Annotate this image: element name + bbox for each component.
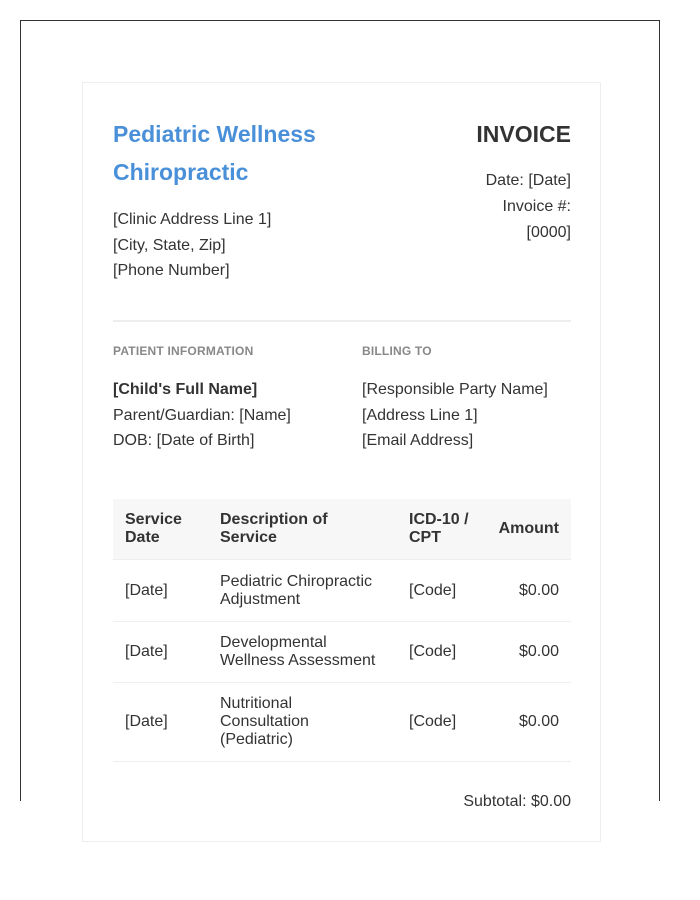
patient-information-heading: PATIENT INFORMATION (113, 344, 254, 358)
child-name: [Child's Full Name] (113, 381, 258, 398)
invoice-meta (461, 168, 571, 246)
guardian-name: Parent/Guardian: [Name] (113, 406, 291, 424)
invoice-number-label: Invoice #: (502, 198, 571, 215)
row-amount: $0.00 (486, 683, 571, 762)
invoice-card (82, 82, 601, 842)
row-date: [Date] (113, 560, 208, 622)
services-table (113, 499, 571, 762)
table-header-row (113, 499, 571, 560)
clinic-phone: [Phone Number] (113, 262, 230, 279)
header-description: Description of Service (208, 499, 397, 560)
date-of-birth: DOB: [Date of Birth] (113, 432, 255, 449)
row-amount: $0.00 (486, 622, 571, 683)
billing-email: [Email Address] (362, 432, 474, 449)
table-row (113, 622, 571, 683)
clinic-address-line1: [Clinic Address Line 1] (113, 211, 272, 228)
header-service-date: Service Date (113, 499, 208, 560)
clinic-name: Pediatric Wellness Chiropractic (113, 121, 316, 185)
billing-to (362, 344, 548, 454)
invoice-date: Date: [Date] (485, 172, 571, 189)
header-amount: Amount (486, 499, 571, 560)
services-table-body (113, 560, 571, 762)
subtotal: Subtotal: $0.00 (463, 793, 571, 810)
invoice-title: INVOICE (476, 121, 571, 147)
document-frame (20, 20, 660, 810)
patient-information (113, 344, 291, 454)
table-row (113, 683, 571, 762)
row-date: [Date] (113, 683, 208, 762)
responsible-party-name: [Responsible Party Name] (362, 381, 548, 398)
row-description: Nutritional Consultation (Pediatric) (208, 683, 397, 762)
header-divider (113, 320, 571, 322)
invoice-content (113, 115, 571, 810)
invoice-number-value: [0000] (526, 224, 571, 241)
row-code: [Code] (397, 683, 486, 762)
row-code: [Code] (397, 622, 486, 683)
invoice-header (113, 115, 571, 315)
row-amount: $0.00 (486, 560, 571, 622)
row-description: Pediatric Chiropractic Adjustment (208, 560, 397, 622)
row-code: [Code] (397, 560, 486, 622)
header-code: ICD-10 / CPT (397, 499, 486, 560)
clinic-address (113, 207, 271, 284)
services-table-head (113, 499, 571, 560)
table-row (113, 560, 571, 622)
info-section (113, 344, 571, 464)
billing-to-heading: BILLING TO (362, 344, 432, 358)
clinic-city-state-zip: [City, State, Zip] (113, 236, 226, 254)
row-description: Developmental Wellness Assessment (208, 622, 397, 683)
billing-address-line1: [Address Line 1] (362, 406, 478, 424)
row-date: [Date] (113, 622, 208, 683)
